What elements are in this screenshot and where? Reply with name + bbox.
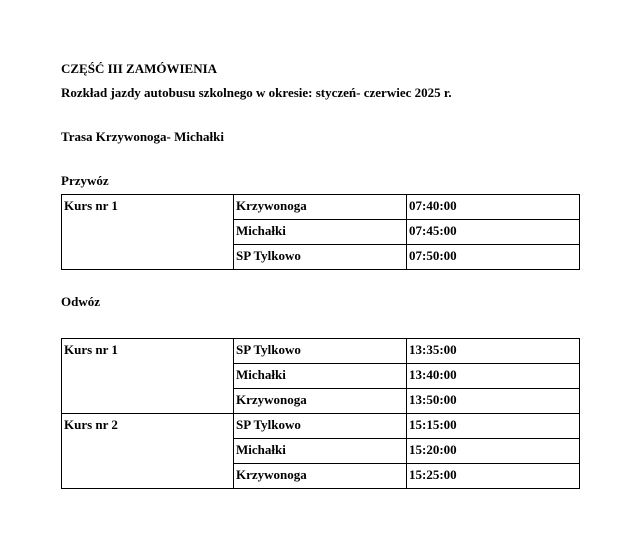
time-cell: 13:50:00 bbox=[407, 389, 580, 414]
time-cell: 13:35:00 bbox=[407, 339, 580, 364]
stop-cell: Krzywonoga bbox=[234, 464, 407, 489]
course-cell: Kurs nr 1 bbox=[62, 195, 234, 270]
table-row bbox=[62, 195, 580, 220]
time-cell: 13:40:00 bbox=[407, 364, 580, 389]
time-cell: 07:50:00 bbox=[407, 245, 580, 270]
stop-cell: Michałki bbox=[234, 364, 407, 389]
przywoz-heading: Przywóz bbox=[61, 173, 109, 188]
schedule-subtitle: Rozkład jazdy autobusu szkolnego w okresie: styczeń- czerwiec 2025 r. bbox=[61, 85, 452, 100]
time-cell: 07:40:00 bbox=[407, 195, 580, 220]
table-row bbox=[62, 414, 580, 439]
time-cell: 07:45:00 bbox=[407, 220, 580, 245]
stop-cell: Michałki bbox=[234, 220, 407, 245]
stop-cell: SP Tylkowo bbox=[234, 339, 407, 364]
time-cell: 15:15:00 bbox=[407, 414, 580, 439]
time-cell: 15:20:00 bbox=[407, 439, 580, 464]
stop-cell: SP Tylkowo bbox=[234, 245, 407, 270]
stop-cell: Michałki bbox=[234, 439, 407, 464]
time-cell: 15:25:00 bbox=[407, 464, 580, 489]
odwoz-heading: Odwóz bbox=[61, 294, 100, 309]
course-cell: Kurs nr 2 bbox=[62, 414, 234, 489]
stop-cell: SP Tylkowo bbox=[234, 414, 407, 439]
przywoz-table bbox=[61, 194, 580, 270]
odwoz-table bbox=[61, 338, 580, 489]
route-title: Trasa Krzywonoga- Michałki bbox=[61, 129, 224, 144]
stop-cell: Krzywonoga bbox=[234, 389, 407, 414]
course-cell: Kurs nr 1 bbox=[62, 339, 234, 414]
stop-cell: Krzywonoga bbox=[234, 195, 407, 220]
section-title: CZĘŚĆ III ZAMÓWIENIA bbox=[61, 61, 218, 76]
table-row bbox=[62, 339, 580, 364]
